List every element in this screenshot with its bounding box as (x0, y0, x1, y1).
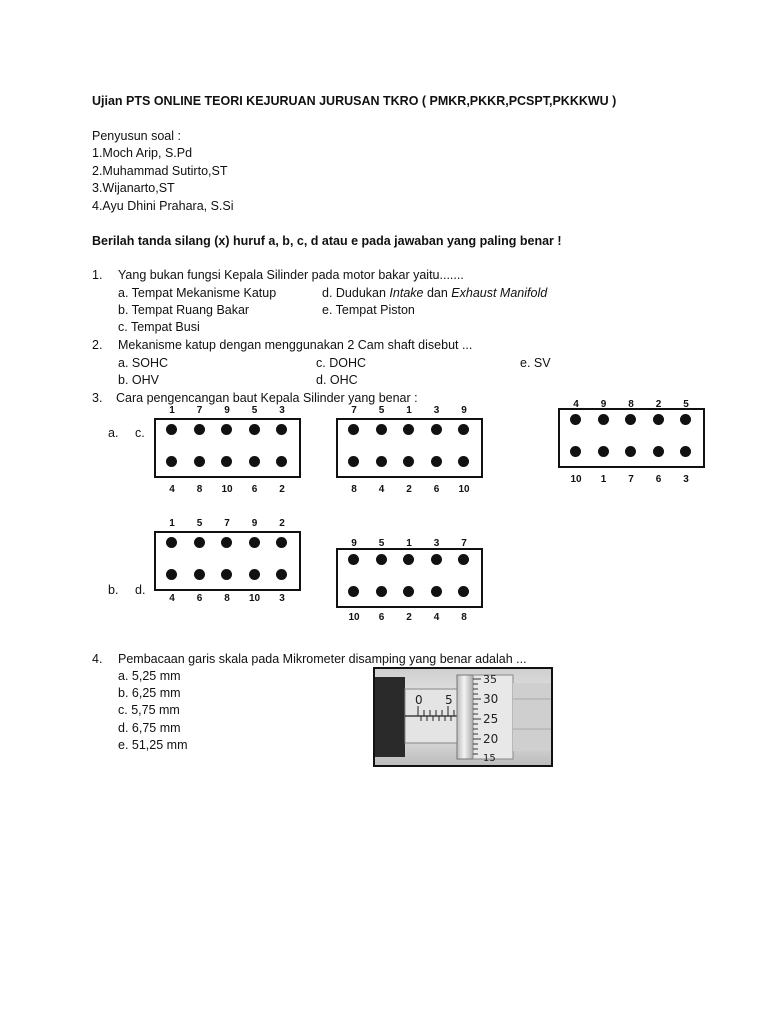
bolt-sequence-number: 9 (251, 518, 258, 529)
bolt-hole (249, 456, 260, 467)
q1-option-d[interactable] (322, 286, 547, 300)
bolt-hole (221, 569, 232, 580)
q1-option-d-prefix: d. Dudukan (322, 286, 390, 300)
bolt-hole (431, 424, 442, 435)
bolt-sequence-number: 7 (224, 518, 230, 529)
bolt-sequence-number: 9 (600, 399, 607, 410)
bolt-sequence-number: 5 (196, 518, 203, 529)
bolt-hole (194, 537, 205, 548)
q2-option-b[interactable]: b. OHV (118, 373, 159, 387)
author-4: 4.Ayu Dhini Prahara, S.Si (92, 199, 234, 213)
bolt-sequence-number: 8 (224, 593, 230, 604)
bolt-hole (348, 424, 359, 435)
bolt-sequence-number: 8 (628, 399, 634, 410)
q1-option-d-mid: dan (423, 286, 452, 300)
bolt-hole (680, 414, 691, 425)
bolt-sequence-number: 2 (406, 612, 412, 623)
bolt-sequence-number: 10 (458, 484, 470, 495)
bolt-hole (403, 456, 414, 467)
bolt-sequence-number: 7 (351, 405, 357, 416)
thimble-label-25: 25 (483, 712, 499, 726)
q2-option-d[interactable]: d. OHC (316, 373, 358, 387)
bolt-sequence-number: 6 (655, 474, 662, 485)
q2-option-c[interactable]: c. DOHC (316, 356, 366, 370)
bolt-sequence-number: 7 (628, 474, 634, 485)
bolt-sequence-number: 9 (461, 405, 467, 416)
q3-number: 3. (92, 391, 103, 405)
q3-label-a[interactable]: a. (108, 426, 119, 440)
bolt-sequence-number: 1 (169, 405, 175, 416)
bolt-sequence-number: 10 (248, 593, 261, 604)
bolt-sequence-number: 3 (279, 405, 285, 416)
bolt-hole (348, 554, 359, 565)
bolt-sequence-number: 6 (433, 484, 440, 495)
bolt-hole (221, 537, 232, 548)
bolt-sequence-number: 4 (169, 484, 175, 495)
bolt-sequence-number: 1 (600, 474, 607, 485)
bolt-sequence-number: 10 (348, 612, 360, 623)
bolt-hole (276, 537, 287, 548)
q4-option-d[interactable]: d. 6,75 mm (118, 721, 181, 735)
q1-option-d-exhaust: Exhaust Manifold (451, 286, 548, 300)
bolt-sequence-number: 4 (169, 593, 175, 604)
q1-option-c[interactable]: c. Tempat Busi (118, 320, 200, 334)
bolt-sequence-number: 9 (351, 538, 357, 549)
bolt-hole (458, 554, 469, 565)
thimble-label-35: 35 (483, 673, 497, 686)
sleeve-label-5: 5 (445, 693, 453, 707)
bolt-sequence-number: 1 (169, 518, 175, 529)
bolt-sequence-number: 5 (683, 399, 689, 410)
bolt-sequence-number: 1 (406, 538, 412, 549)
page-title: Ujian PTS ONLINE TEORI KEJURUAN JURUSAN TKRO ( PMKR,PKKR,PCSPT,PKKKWU ) (92, 94, 617, 108)
bolt-sequence-number: 3 (433, 538, 440, 549)
bolt-sequence-number: 5 (378, 538, 385, 549)
bolt-hole (166, 569, 177, 580)
micrometer-svg (375, 669, 551, 765)
bolt-sequence-number: 2 (279, 518, 285, 529)
bolt-hole (653, 414, 664, 425)
sleeve-label-0: 0 (415, 693, 423, 707)
bolt-sequence-number: 7 (196, 405, 203, 416)
bolt-sequence-number: 5 (378, 405, 385, 416)
bolt-hole (249, 424, 260, 435)
bolt-sequence-number: 8 (196, 484, 203, 495)
q1-option-e[interactable]: e. Tempat Piston (322, 303, 415, 317)
bolt-sequence-number: 3 (279, 593, 285, 604)
q4-option-c[interactable]: c. 5,75 mm (118, 703, 180, 717)
author-3: 3.Wijanarto,ST (92, 181, 175, 195)
thimble-label-15: 15 (483, 753, 496, 764)
q3-label-d[interactable]: d. (135, 583, 146, 597)
micrometer-thimble-edge (457, 675, 475, 759)
q1-option-a[interactable]: a. Tempat Mekanisme Katup (118, 286, 277, 300)
bolt-hole (431, 586, 442, 597)
bolt-hole (458, 586, 469, 597)
bolt-hole (221, 456, 232, 467)
bolt-hole (166, 456, 177, 467)
bolt-sequence-number: 8 (461, 612, 467, 623)
thimble-label-20: 20 (483, 732, 499, 746)
micrometer-image (373, 667, 553, 767)
bolt-hole (221, 424, 232, 435)
q4-option-a[interactable]: a. 5,25 mm (118, 669, 181, 683)
q4-text: Pembacaan garis skala pada Mikrometer disamping yang benar adalah ... (118, 652, 527, 666)
bolt-hole (403, 554, 414, 565)
q3-label-c[interactable]: c. (135, 426, 145, 440)
bolt-hole (653, 446, 664, 457)
bolt-hole (249, 569, 260, 580)
q4-option-b[interactable]: b. 6,25 mm (118, 686, 181, 700)
bolt-sequence-number: 3 (433, 405, 440, 416)
author-1: 1.Moch Arip, S.Pd (92, 146, 193, 160)
bolt-sequence-number: 6 (378, 612, 385, 623)
bolt-hole (194, 456, 205, 467)
bolt-hole (403, 586, 414, 597)
bolt-hole (194, 424, 205, 435)
bolt-hole (431, 554, 442, 565)
q1-text: Yang bukan fungsi Kepala Silinder pada motor bakar yaitu....... (118, 268, 464, 282)
bolt-sequence-number: 10 (221, 484, 233, 495)
bolt-sequence-number: 10 (570, 474, 582, 485)
bolt-hole (625, 414, 636, 425)
bolt-hole (376, 424, 387, 435)
q4-number: 4. (92, 652, 103, 666)
bolt-sequence-number: 9 (224, 405, 230, 416)
bolt-sequence-number: 2 (279, 484, 285, 495)
authors-label: Penyusun soal : (92, 129, 181, 143)
bolt-hole (194, 569, 205, 580)
bolt-hole (276, 424, 287, 435)
bolt-hole (458, 424, 469, 435)
bolt-sequence-number: 8 (351, 484, 357, 495)
bolt-hole (376, 586, 387, 597)
bolt-hole (348, 586, 359, 597)
instruction: Berilah tanda silang (x) huruf a, b, c, d atau e pada jawaban yang paling benar ! (92, 234, 562, 248)
bolt-hole (625, 446, 636, 457)
bolt-sequence-number: 4 (433, 612, 440, 623)
q3-text: Cara pengencangan baut Kepala Silinder yang benar : (116, 391, 418, 405)
bolt-sequence-number: 2 (655, 399, 662, 410)
bolt-sequence-number: 2 (406, 484, 412, 495)
q2-number: 2. (92, 338, 103, 352)
bolt-sequence-number: 7 (461, 538, 467, 549)
q1-option-b[interactable]: b. Tempat Ruang Bakar (118, 303, 250, 317)
bolt-hole (276, 456, 287, 467)
bolt-hole (166, 424, 177, 435)
bolt-hole (431, 456, 442, 467)
bolt-hole (598, 414, 609, 425)
bolt-sequence-number: 6 (196, 593, 203, 604)
bolt-hole (348, 456, 359, 467)
bolt-hole (458, 456, 469, 467)
bolt-sequence-number: 4 (573, 399, 579, 410)
bolt-sequence-number: 1 (406, 405, 412, 416)
bolt-hole (598, 446, 609, 457)
bolt-hole (376, 554, 387, 565)
micrometer-ratchet (513, 683, 551, 751)
bolt-hole (166, 537, 177, 548)
bolt-hole (403, 424, 414, 435)
q2-option-a[interactable]: a. SOHC (118, 356, 169, 370)
micrometer-anvil (375, 677, 405, 757)
author-2: 2.Muhammad Sutirto,ST (92, 164, 228, 178)
bolt-sequence-number: 6 (251, 484, 258, 495)
q4-option-e[interactable]: e. 51,25 mm (118, 738, 188, 752)
bolt-sequence-number: 3 (683, 474, 689, 485)
q1-number: 1. (92, 268, 103, 282)
thimble-label-30: 30 (483, 692, 499, 706)
bolt-hole (570, 414, 581, 425)
bolt-hole (680, 446, 691, 457)
bolt-hole (249, 537, 260, 548)
q1-option-d-intake: Intake (389, 286, 424, 300)
bolt-hole (276, 569, 287, 580)
q3-label-b[interactable]: b. (108, 583, 119, 597)
bolt-hole (570, 446, 581, 457)
q2-option-e[interactable]: e. SV (520, 356, 551, 370)
bolt-sequence-number: 5 (251, 405, 258, 416)
q2-text: Mekanisme katup dengan menggunakan 2 Cam shaft disebut ... (118, 338, 473, 352)
bolt-sequence-number: 4 (378, 484, 385, 495)
bolt-hole (376, 456, 387, 467)
